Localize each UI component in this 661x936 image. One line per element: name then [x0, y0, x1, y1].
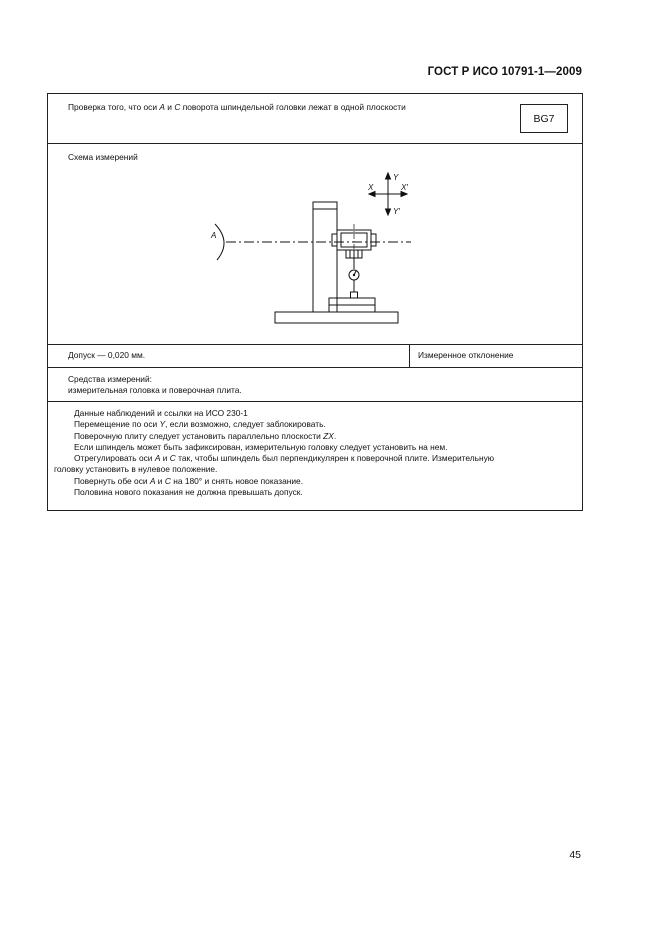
page-number: 45 [569, 849, 581, 861]
observation-line-6: Повернуть обе оси A и C на 180° и снять новое показание. [74, 475, 304, 486]
observation-line-4: Отрегулировать оси A и C так, чтобы шпиндель был перпендикулярен к поверочной плите. Измерительную [74, 453, 495, 464]
axis-y-prime-text: Y′ [393, 207, 400, 216]
observations-text [54, 406, 578, 498]
axis-x-prime-text: X′ [401, 183, 408, 192]
measured-deviation-label: Измеренное отклонение [418, 350, 514, 360]
axis-a-label: A [211, 231, 217, 240]
check-title-row [48, 94, 582, 144]
observations-row [47, 402, 583, 511]
check-code-box [520, 104, 568, 133]
test-sheet-table [47, 93, 583, 345]
observation-line-2: Поверочную плиту следует установить параллельно плоскости ZX. [74, 430, 337, 441]
tolerance-label: Допуск — 0,020 мм. [68, 350, 146, 360]
observation-line-5: головку установить в нулевое положение. [54, 464, 218, 475]
diagram-row [48, 144, 582, 345]
observations-title: Данные наблюдений и ссылки на ИСО 230-1 [74, 408, 248, 418]
instruments-row [47, 368, 583, 402]
check-title: Проверка того, что оси A и C поворота шпиндельной головки лежат в одной плоскости [68, 102, 406, 112]
axis-x-text: X [368, 183, 374, 192]
standard-header: ГОСТ Р ИСО 10791-1—2009 [427, 66, 582, 78]
diagram-label: Схема измерений [68, 152, 138, 162]
observation-line-1: Перемещение по оси Y, если возможно, следует заблокировать. [74, 419, 326, 430]
instruments-title: Средства измерений: [68, 374, 152, 384]
observation-line-7: Половина нового показания не должна превышать допуск. [74, 487, 303, 498]
tolerance-divider [409, 344, 410, 367]
axis-y-text: Y [393, 173, 399, 182]
observation-line-3: Если шпиндель может быть зафиксирован, измерительную головку следует установить на нем. [74, 441, 448, 452]
instruments-items: измерительная головка и поверочная плита. [68, 385, 242, 395]
check-code: BG7 [533, 112, 555, 125]
tolerance-row [47, 344, 583, 368]
